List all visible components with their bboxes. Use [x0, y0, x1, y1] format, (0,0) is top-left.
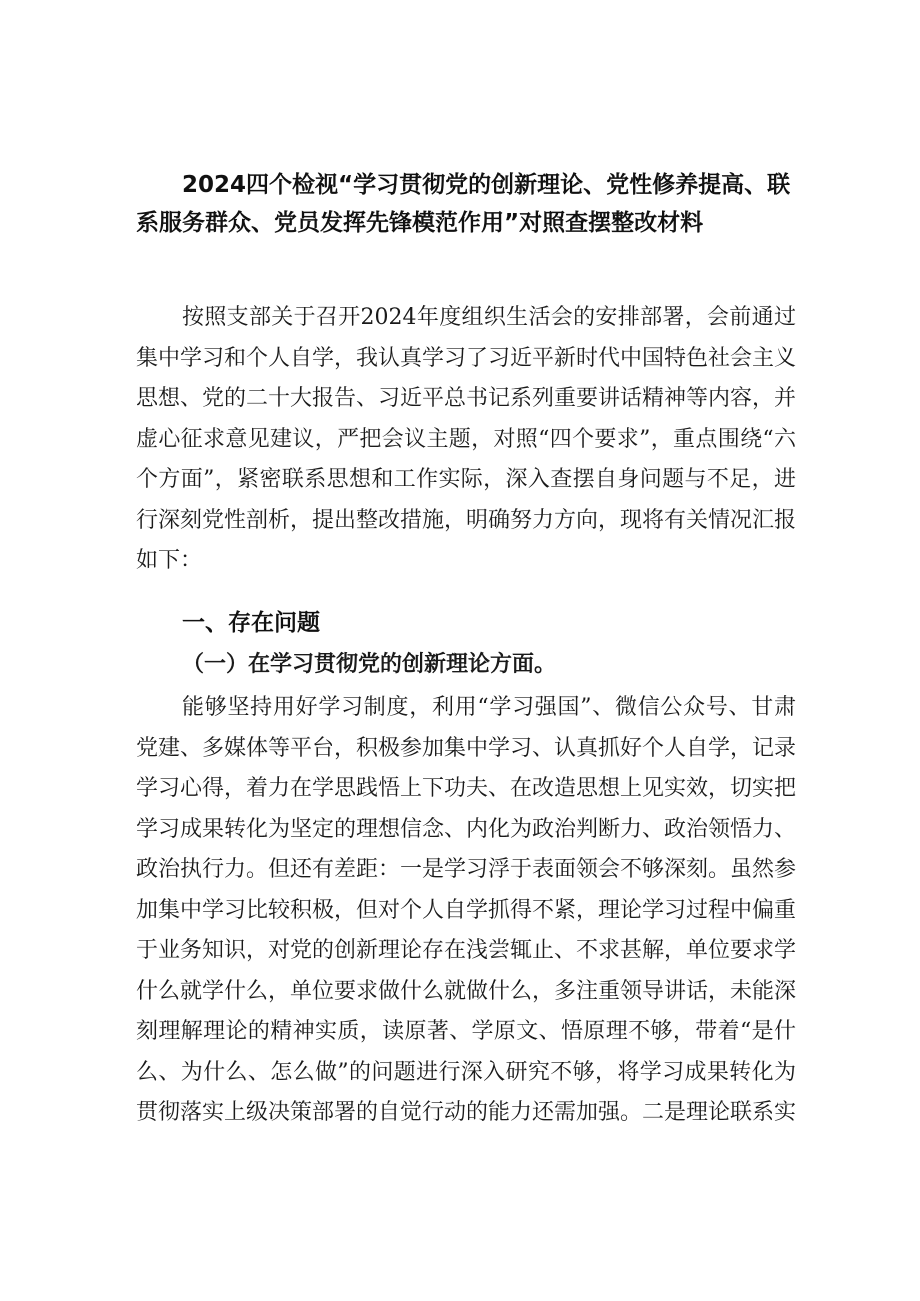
title-line-1: 2024四个检视“学习贯彻党的创新理论、党性修养提高、联	[182, 172, 791, 198]
intro-paragraph: 按照支部关于召开2024年度组织生活会的安排部署，会前通过集中学习和个人自学，我认真学习了习近平新时代中国特色社会主义思想、党的二十大报告、习近平总书记系列重要讲话精神等内容，并虚心征求意见建议，严把会议主题，对照“四个要求”，重点围绕“六个方面”，紧密联系思想和工作实际，深入查摆自身问题与不足，进行深刻党性剖析，提出整改措施，明确努力方向，现将有关情况汇报如下：	[136, 305, 797, 573]
theory-study-paragraph: 能够坚持用好学习制度，利用“学习强国”、微信公众号、甘肃党建、多媒体等平台，积极参加集中学习、认真抓好个人自学，记录学习心得，着力在学思践悟上下功夫、在改造思想上见实效，切实把学习成果转化为坚定的理想信念、内化为政治判断力、政治领悟力、政治执行力。但还有差距：一是学习浮于表面领会不够深刻。虽然参加集中学习比较积极，但对个人自学抓得不紧，理论学习过程中偏重于业务知识，对党的创新理论存在浅尝辄止、不求甚解，单位要求学什么就学什么，单位要求做什么就做什么，多注重领导讲话，未能深刻理解理论的精神实质，读原著、学原文、悟原理不够，带着“是什么、为什么、怎么做”的问题进行深入研究不够，将学习成果转化为贯彻落实上级决策部署的自觉行动的能力还需加强。二是理论联系实	[136, 695, 797, 1125]
document-title	[136, 166, 796, 242]
section-heading-problems: 一、存在问题	[182, 610, 320, 636]
title-line-2: 系服务群众、党员发挥先锋模范作用”对照查摆整改材料	[136, 210, 704, 236]
subsection-heading-theory-study: （一）在学习贯彻党的创新理论方面。	[182, 651, 557, 677]
